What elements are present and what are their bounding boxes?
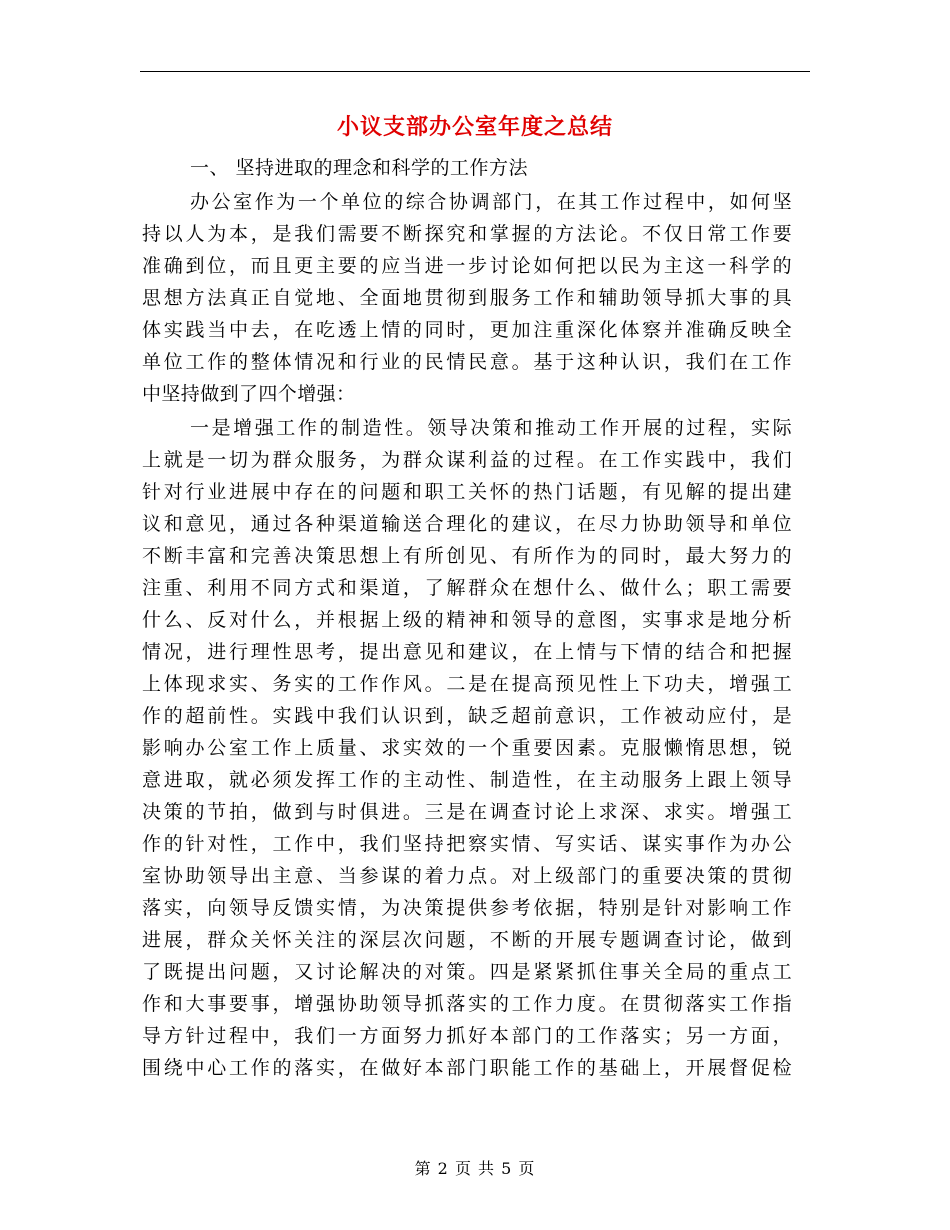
header-rule — [140, 71, 810, 72]
paragraph-line: 准确到位，而且更主要的应当进一步讨论如何把以民为主这一科学的 — [142, 255, 792, 277]
paragraph-line: 落实，向领导反馈实情，为决策提供参考依据，特别是针对影响工作 — [142, 897, 792, 919]
paragraph-line: 作的针对性，工作中，我们坚持把察实情、写实话、谋实事作为办公 — [142, 833, 792, 855]
paragraph-line: 意进取，就必须发挥工作的主动性、制造性，在主动服务上跟上领导 — [142, 769, 792, 791]
paragraph-line: 作的超前性。实践中我们认识到，缺乏超前意识，工作被动应付，是 — [142, 705, 792, 727]
paragraph-line: 情况，进行理性思考，提出意见和建议，在上情与下情的结合和把握 — [142, 641, 792, 663]
paragraph-line: 什么、反对什么，并根据上级的精神和领导的意图，实事求是地分析 — [142, 609, 792, 631]
paragraph-line: 不断丰富和完善决策思想上有所创见、有所作为的同时，最大努力的 — [142, 545, 792, 567]
document-title: 小议支部办公室年度之总结 — [336, 114, 613, 140]
paragraph-line: 了既提出问题，又讨论解决的对策。四是紧紧抓住事关全局的重点工 — [142, 961, 792, 983]
paragraph-line: 体实践当中去，在吃透上情的同时，更加注重深化体察并准确反映全 — [142, 319, 792, 341]
paragraph-line: 注重、利用不同方式和渠道，了解群众在想什么、做什么；职工需要 — [142, 577, 792, 599]
paragraph-line: 决策的节拍，做到与时俱进。三是在调查讨论上求深、求实。增强工 — [142, 801, 792, 823]
paragraph-line: 进展，群众关怀关注的深层次问题，不断的开展专题调查讨论，做到 — [142, 929, 792, 951]
paragraph-line: 持以人为本，是我们需要不断探究和掌握的方法论。不仅日常工作要 — [142, 223, 792, 245]
paragraph-line: 围绕中心工作的落实，在做好本部门职能工作的基础上，开展督促检 — [142, 1057, 792, 1079]
paragraph-line: 针对行业进展中存在的问题和职工关怀的热门话题，有见解的提出建 — [142, 481, 792, 503]
paragraph-line: 影响办公室工作上质量、求实效的一个重要因素。克服懒惰思想，锐 — [142, 737, 792, 759]
paragraph-line: 议和意见，通过各种渠道输送合理化的建议，在尽力协助领导和单位 — [142, 513, 792, 535]
page-number: 第 2 页 共 5 页 — [414, 1159, 536, 1178]
paragraph-line: 室协助领导出主意、当参谋的着力点。对上级部门的重要决策的贯彻 — [142, 865, 792, 887]
paragraph-line: 一是增强工作的制造性。领导决策和推动工作开展的过程，实际 — [190, 417, 792, 439]
paragraph-line: 中坚持做到了四个增强： — [142, 383, 356, 405]
paragraph-line: 作和大事要事，增强协助领导抓落实的工作力度。在贯彻落实工作指 — [142, 993, 792, 1015]
paragraph-line: 上就是一切为群众服务，为群众谋利益的过程。在工作实践中，我们 — [142, 449, 792, 471]
paragraph-line: 上体现求实、务实的工作作风。二是在提高预见性上下功夫，增强工 — [142, 673, 792, 695]
paragraph-line: 单位工作的整体情况和行业的民情民意。基于这种认识，我们在工作 — [142, 351, 792, 373]
paragraph-line: 办公室作为一个单位的综合协调部门，在其工作过程中，如何坚 — [190, 191, 792, 213]
paragraph-line: 思想方法真正自觉地、全面地贯彻到服务工作和辅助领导抓大事的具 — [142, 287, 792, 309]
paragraph-line: 导方针过程中，我们一方面努力抓好本部门的工作落实；另一方面， — [142, 1025, 792, 1047]
section-heading: 一、 坚持进取的理念和科学的工作方法 — [190, 157, 529, 179]
